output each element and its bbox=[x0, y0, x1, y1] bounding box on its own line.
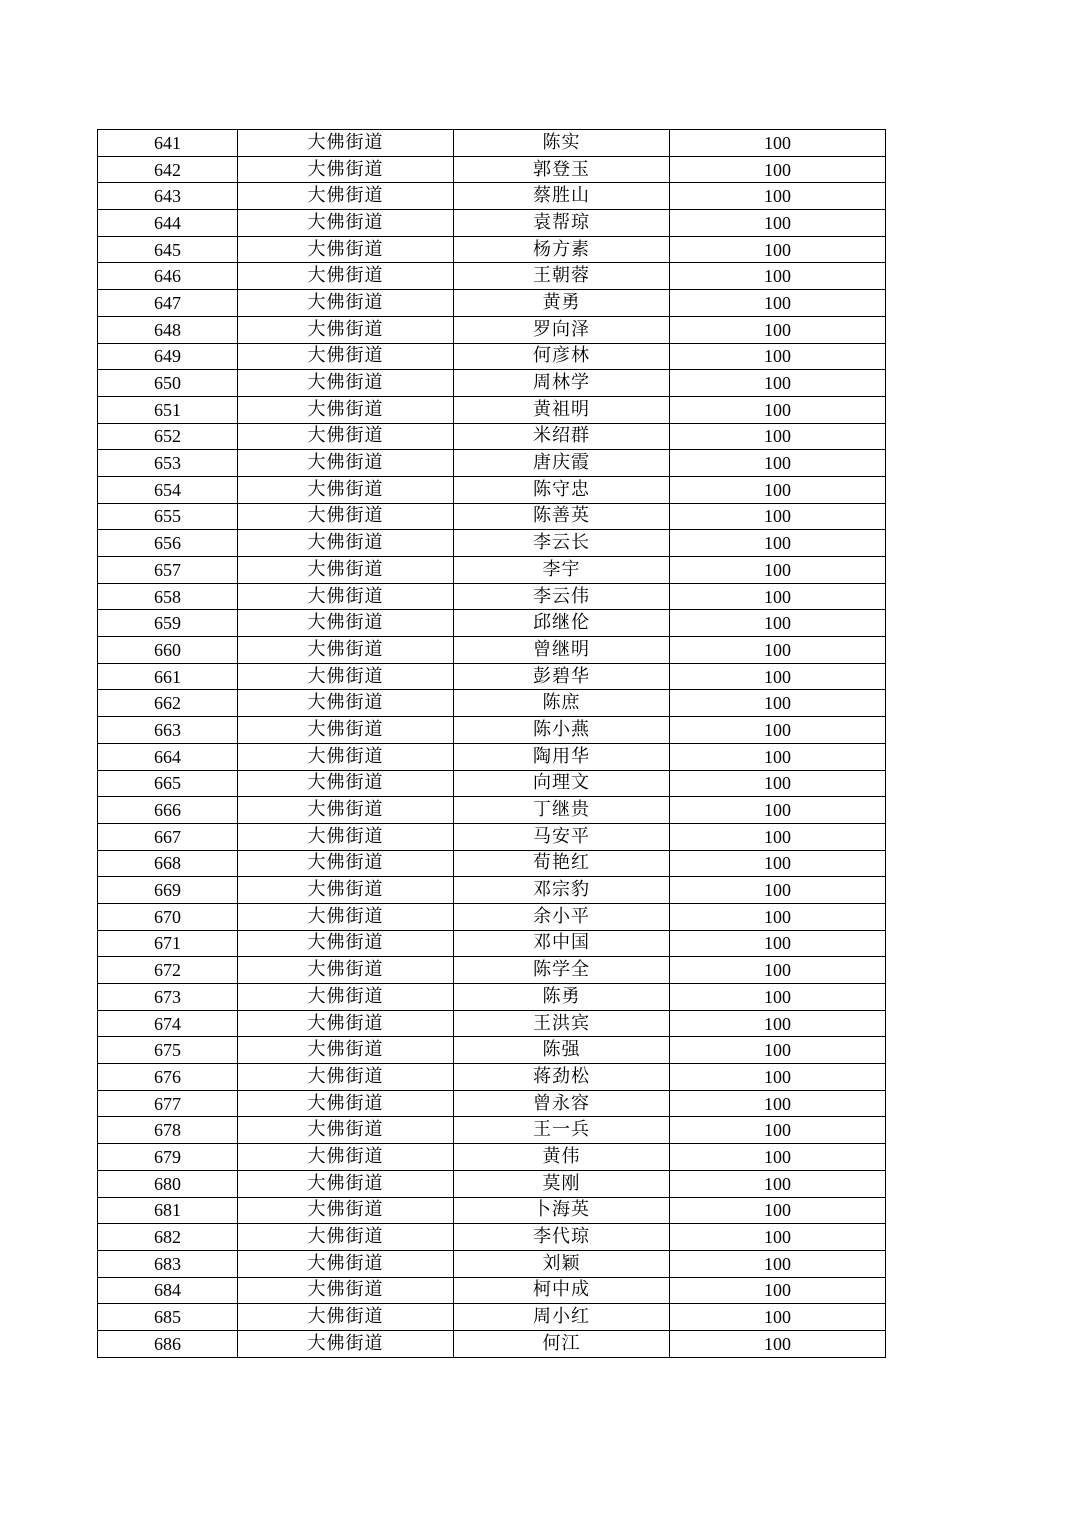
person-name-cell: 黄勇 bbox=[454, 290, 670, 317]
table-row bbox=[98, 903, 886, 930]
table-row bbox=[98, 343, 886, 370]
district-cell: 大佛街道 bbox=[238, 1090, 454, 1117]
row-number-cell: 656 bbox=[98, 530, 238, 557]
person-name-cell: 罗向泽 bbox=[454, 316, 670, 343]
row-number-cell: 680 bbox=[98, 1170, 238, 1197]
district-cell: 大佛街道 bbox=[238, 1277, 454, 1304]
row-number-cell: 650 bbox=[98, 370, 238, 397]
row-number-cell: 654 bbox=[98, 476, 238, 503]
table-row bbox=[98, 1197, 886, 1224]
table-row bbox=[98, 717, 886, 744]
amount-cell: 100 bbox=[670, 717, 886, 744]
amount-cell: 100 bbox=[670, 797, 886, 824]
amount-cell: 100 bbox=[670, 823, 886, 850]
table-row bbox=[98, 263, 886, 290]
person-name-cell: 陈学全 bbox=[454, 957, 670, 984]
table-row bbox=[98, 770, 886, 797]
row-number-cell: 652 bbox=[98, 423, 238, 450]
district-cell: 大佛街道 bbox=[238, 610, 454, 637]
person-name-cell: 陈守忠 bbox=[454, 476, 670, 503]
amount-cell: 100 bbox=[670, 370, 886, 397]
table-row bbox=[98, 316, 886, 343]
row-number-cell: 660 bbox=[98, 637, 238, 664]
district-cell: 大佛街道 bbox=[238, 1144, 454, 1171]
table-row bbox=[98, 236, 886, 263]
person-name-cell: 刘颖 bbox=[454, 1250, 670, 1277]
amount-cell: 100 bbox=[670, 557, 886, 584]
person-name-cell: 陈强 bbox=[454, 1037, 670, 1064]
person-name-cell: 向理文 bbox=[454, 770, 670, 797]
row-number-cell: 662 bbox=[98, 690, 238, 717]
district-cell: 大佛街道 bbox=[238, 476, 454, 503]
district-cell: 大佛街道 bbox=[238, 823, 454, 850]
district-cell: 大佛街道 bbox=[238, 370, 454, 397]
table-row bbox=[98, 370, 886, 397]
amount-cell: 100 bbox=[670, 476, 886, 503]
district-cell: 大佛街道 bbox=[238, 663, 454, 690]
district-cell: 大佛街道 bbox=[238, 210, 454, 237]
person-name-cell: 卜海英 bbox=[454, 1197, 670, 1224]
table-row bbox=[98, 1277, 886, 1304]
table-row bbox=[98, 1330, 886, 1357]
row-number-cell: 655 bbox=[98, 503, 238, 530]
row-number-cell: 677 bbox=[98, 1090, 238, 1117]
row-number-cell: 679 bbox=[98, 1144, 238, 1171]
person-name-cell: 陈实 bbox=[454, 130, 670, 157]
row-number-cell: 661 bbox=[98, 663, 238, 690]
amount-cell: 100 bbox=[670, 1010, 886, 1037]
district-cell: 大佛街道 bbox=[238, 770, 454, 797]
person-name-cell: 袁帮琼 bbox=[454, 210, 670, 237]
district-cell: 大佛街道 bbox=[238, 1010, 454, 1037]
district-cell: 大佛街道 bbox=[238, 343, 454, 370]
person-name-cell: 蔡胜山 bbox=[454, 183, 670, 210]
table-row bbox=[98, 476, 886, 503]
district-cell: 大佛街道 bbox=[238, 530, 454, 557]
amount-cell: 100 bbox=[670, 1170, 886, 1197]
district-cell: 大佛街道 bbox=[238, 450, 454, 477]
amount-cell: 100 bbox=[670, 743, 886, 770]
person-name-cell: 李云长 bbox=[454, 530, 670, 557]
person-name-cell: 郭登玉 bbox=[454, 156, 670, 183]
amount-cell: 100 bbox=[670, 583, 886, 610]
person-name-cell: 陈善英 bbox=[454, 503, 670, 530]
amount-cell: 100 bbox=[670, 984, 886, 1011]
amount-cell: 100 bbox=[670, 637, 886, 664]
table-row bbox=[98, 743, 886, 770]
person-name-cell: 丁继贵 bbox=[454, 797, 670, 824]
table-row bbox=[98, 183, 886, 210]
roster-table bbox=[97, 129, 886, 1358]
district-cell: 大佛街道 bbox=[238, 797, 454, 824]
table-row bbox=[98, 1304, 886, 1331]
row-number-cell: 683 bbox=[98, 1250, 238, 1277]
person-name-cell: 蒋劲松 bbox=[454, 1064, 670, 1091]
row-number-cell: 676 bbox=[98, 1064, 238, 1091]
district-cell: 大佛街道 bbox=[238, 850, 454, 877]
district-cell: 大佛街道 bbox=[238, 690, 454, 717]
amount-cell: 100 bbox=[670, 1277, 886, 1304]
table-row bbox=[98, 1144, 886, 1171]
person-name-cell: 彭碧华 bbox=[454, 663, 670, 690]
table-row bbox=[98, 663, 886, 690]
district-cell: 大佛街道 bbox=[238, 1170, 454, 1197]
person-name-cell: 何江 bbox=[454, 1330, 670, 1357]
amount-cell: 100 bbox=[670, 343, 886, 370]
table-row bbox=[98, 423, 886, 450]
row-number-cell: 668 bbox=[98, 850, 238, 877]
district-cell: 大佛街道 bbox=[238, 957, 454, 984]
row-number-cell: 672 bbox=[98, 957, 238, 984]
table-row bbox=[98, 396, 886, 423]
district-cell: 大佛街道 bbox=[238, 1304, 454, 1331]
person-name-cell: 陈勇 bbox=[454, 984, 670, 1011]
district-cell: 大佛街道 bbox=[238, 316, 454, 343]
row-number-cell: 659 bbox=[98, 610, 238, 637]
row-number-cell: 671 bbox=[98, 930, 238, 957]
person-name-cell: 米绍群 bbox=[454, 423, 670, 450]
row-number-cell: 641 bbox=[98, 130, 238, 157]
table-row bbox=[98, 823, 886, 850]
district-cell: 大佛街道 bbox=[238, 1037, 454, 1064]
amount-cell: 100 bbox=[670, 850, 886, 877]
table-row bbox=[98, 156, 886, 183]
amount-cell: 100 bbox=[670, 663, 886, 690]
table-row bbox=[98, 450, 886, 477]
person-name-cell: 曾继明 bbox=[454, 637, 670, 664]
district-cell: 大佛街道 bbox=[238, 290, 454, 317]
row-number-cell: 667 bbox=[98, 823, 238, 850]
district-cell: 大佛街道 bbox=[238, 930, 454, 957]
row-number-cell: 644 bbox=[98, 210, 238, 237]
row-number-cell: 673 bbox=[98, 984, 238, 1011]
table-row bbox=[98, 210, 886, 237]
amount-cell: 100 bbox=[670, 263, 886, 290]
person-name-cell: 黄祖明 bbox=[454, 396, 670, 423]
table-row bbox=[98, 1037, 886, 1064]
amount-cell: 100 bbox=[670, 690, 886, 717]
row-number-cell: 682 bbox=[98, 1224, 238, 1251]
row-number-cell: 663 bbox=[98, 717, 238, 744]
row-number-cell: 648 bbox=[98, 316, 238, 343]
district-cell: 大佛街道 bbox=[238, 156, 454, 183]
amount-cell: 100 bbox=[670, 1090, 886, 1117]
amount-cell: 100 bbox=[670, 130, 886, 157]
row-number-cell: 670 bbox=[98, 903, 238, 930]
district-cell: 大佛街道 bbox=[238, 903, 454, 930]
table-row bbox=[98, 130, 886, 157]
person-name-cell: 唐庆霞 bbox=[454, 450, 670, 477]
table-row bbox=[98, 1170, 886, 1197]
row-number-cell: 642 bbox=[98, 156, 238, 183]
amount-cell: 100 bbox=[670, 396, 886, 423]
amount-cell: 100 bbox=[670, 236, 886, 263]
district-cell: 大佛街道 bbox=[238, 1224, 454, 1251]
amount-cell: 100 bbox=[670, 423, 886, 450]
amount-cell: 100 bbox=[670, 316, 886, 343]
amount-cell: 100 bbox=[670, 450, 886, 477]
row-number-cell: 657 bbox=[98, 557, 238, 584]
table-row bbox=[98, 1010, 886, 1037]
amount-cell: 100 bbox=[670, 610, 886, 637]
person-name-cell: 王洪宾 bbox=[454, 1010, 670, 1037]
amount-cell: 100 bbox=[670, 903, 886, 930]
person-name-cell: 黄伟 bbox=[454, 1144, 670, 1171]
amount-cell: 100 bbox=[670, 156, 886, 183]
table-row bbox=[98, 930, 886, 957]
person-name-cell: 余小平 bbox=[454, 903, 670, 930]
row-number-cell: 685 bbox=[98, 1304, 238, 1331]
district-cell: 大佛街道 bbox=[238, 236, 454, 263]
row-number-cell: 647 bbox=[98, 290, 238, 317]
row-number-cell: 646 bbox=[98, 263, 238, 290]
person-name-cell: 王朝蓉 bbox=[454, 263, 670, 290]
amount-cell: 100 bbox=[670, 290, 886, 317]
person-name-cell: 邓中国 bbox=[454, 930, 670, 957]
person-name-cell: 李代琼 bbox=[454, 1224, 670, 1251]
table-row bbox=[98, 1064, 886, 1091]
row-number-cell: 674 bbox=[98, 1010, 238, 1037]
table-row bbox=[98, 690, 886, 717]
row-number-cell: 678 bbox=[98, 1117, 238, 1144]
district-cell: 大佛街道 bbox=[238, 717, 454, 744]
amount-cell: 100 bbox=[670, 1117, 886, 1144]
person-name-cell: 何彦林 bbox=[454, 343, 670, 370]
person-name-cell: 周林学 bbox=[454, 370, 670, 397]
table-row bbox=[98, 1090, 886, 1117]
amount-cell: 100 bbox=[670, 1224, 886, 1251]
amount-cell: 100 bbox=[670, 1250, 886, 1277]
district-cell: 大佛街道 bbox=[238, 1117, 454, 1144]
table-row bbox=[98, 637, 886, 664]
person-name-cell: 荀艳红 bbox=[454, 850, 670, 877]
district-cell: 大佛街道 bbox=[238, 423, 454, 450]
amount-cell: 100 bbox=[670, 957, 886, 984]
amount-cell: 100 bbox=[670, 1197, 886, 1224]
amount-cell: 100 bbox=[670, 770, 886, 797]
row-number-cell: 675 bbox=[98, 1037, 238, 1064]
row-number-cell: 665 bbox=[98, 770, 238, 797]
amount-cell: 100 bbox=[670, 1144, 886, 1171]
amount-cell: 100 bbox=[670, 1064, 886, 1091]
amount-cell: 100 bbox=[670, 1330, 886, 1357]
amount-cell: 100 bbox=[670, 530, 886, 557]
table-row bbox=[98, 877, 886, 904]
row-number-cell: 649 bbox=[98, 343, 238, 370]
district-cell: 大佛街道 bbox=[238, 1250, 454, 1277]
person-name-cell: 曾永容 bbox=[454, 1090, 670, 1117]
row-number-cell: 645 bbox=[98, 236, 238, 263]
row-number-cell: 666 bbox=[98, 797, 238, 824]
roster-table-body bbox=[98, 130, 886, 1358]
row-number-cell: 643 bbox=[98, 183, 238, 210]
amount-cell: 100 bbox=[670, 877, 886, 904]
row-number-cell: 684 bbox=[98, 1277, 238, 1304]
table-row bbox=[98, 1224, 886, 1251]
district-cell: 大佛街道 bbox=[238, 743, 454, 770]
amount-cell: 100 bbox=[670, 503, 886, 530]
row-number-cell: 664 bbox=[98, 743, 238, 770]
person-name-cell: 王一兵 bbox=[454, 1117, 670, 1144]
amount-cell: 100 bbox=[670, 1304, 886, 1331]
table-row bbox=[98, 850, 886, 877]
amount-cell: 100 bbox=[670, 183, 886, 210]
table-row bbox=[98, 557, 886, 584]
table-row bbox=[98, 1250, 886, 1277]
person-name-cell: 柯中成 bbox=[454, 1277, 670, 1304]
amount-cell: 100 bbox=[670, 210, 886, 237]
table-row bbox=[98, 984, 886, 1011]
person-name-cell: 陈庶 bbox=[454, 690, 670, 717]
row-number-cell: 658 bbox=[98, 583, 238, 610]
district-cell: 大佛街道 bbox=[238, 1197, 454, 1224]
district-cell: 大佛街道 bbox=[238, 637, 454, 664]
person-name-cell: 莫刚 bbox=[454, 1170, 670, 1197]
row-number-cell: 651 bbox=[98, 396, 238, 423]
district-cell: 大佛街道 bbox=[238, 984, 454, 1011]
person-name-cell: 李宇 bbox=[454, 557, 670, 584]
table-row bbox=[98, 503, 886, 530]
person-name-cell: 邓宗豹 bbox=[454, 877, 670, 904]
table-row bbox=[98, 957, 886, 984]
amount-cell: 100 bbox=[670, 1037, 886, 1064]
district-cell: 大佛街道 bbox=[238, 263, 454, 290]
row-number-cell: 686 bbox=[98, 1330, 238, 1357]
person-name-cell: 邱继伦 bbox=[454, 610, 670, 637]
table-row bbox=[98, 290, 886, 317]
person-name-cell: 马安平 bbox=[454, 823, 670, 850]
district-cell: 大佛街道 bbox=[238, 503, 454, 530]
person-name-cell: 李云伟 bbox=[454, 583, 670, 610]
table-row bbox=[98, 583, 886, 610]
district-cell: 大佛街道 bbox=[238, 396, 454, 423]
table-row bbox=[98, 797, 886, 824]
row-number-cell: 669 bbox=[98, 877, 238, 904]
district-cell: 大佛街道 bbox=[238, 183, 454, 210]
table-row bbox=[98, 1117, 886, 1144]
amount-cell: 100 bbox=[670, 930, 886, 957]
table-row bbox=[98, 610, 886, 637]
district-cell: 大佛街道 bbox=[238, 1330, 454, 1357]
person-name-cell: 陶用华 bbox=[454, 743, 670, 770]
district-cell: 大佛街道 bbox=[238, 557, 454, 584]
person-name-cell: 陈小燕 bbox=[454, 717, 670, 744]
row-number-cell: 681 bbox=[98, 1197, 238, 1224]
person-name-cell: 杨方素 bbox=[454, 236, 670, 263]
district-cell: 大佛街道 bbox=[238, 877, 454, 904]
district-cell: 大佛街道 bbox=[238, 1064, 454, 1091]
person-name-cell: 周小红 bbox=[454, 1304, 670, 1331]
district-cell: 大佛街道 bbox=[238, 583, 454, 610]
row-number-cell: 653 bbox=[98, 450, 238, 477]
table-row bbox=[98, 530, 886, 557]
district-cell: 大佛街道 bbox=[238, 130, 454, 157]
